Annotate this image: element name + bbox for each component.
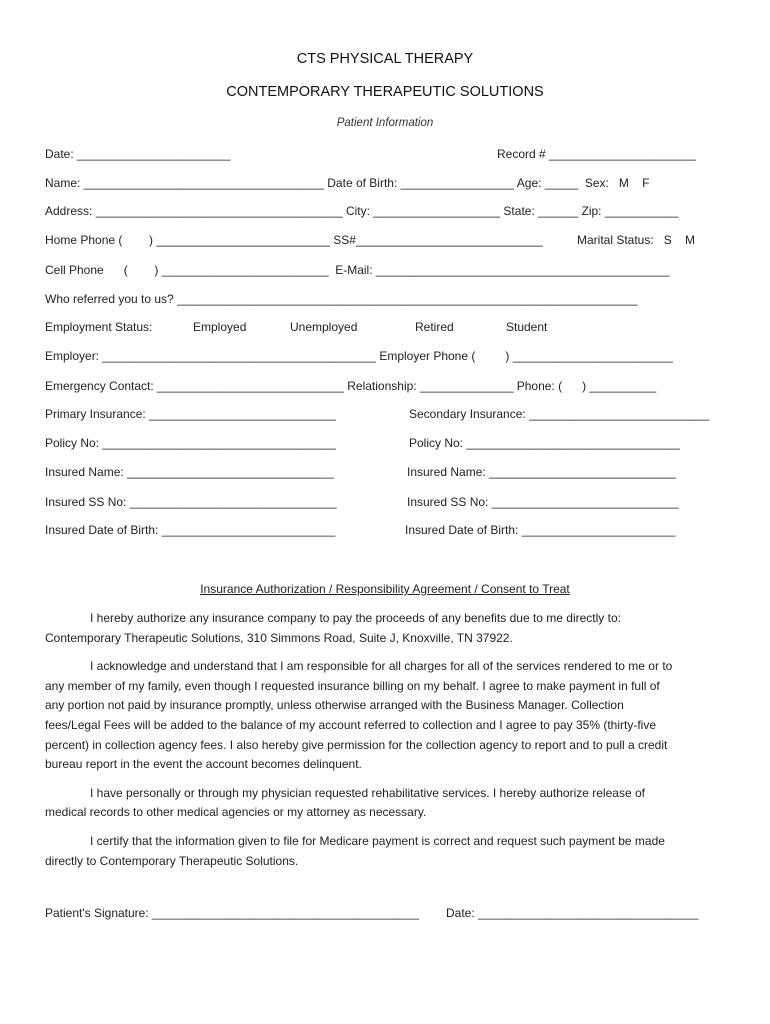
primary-policy-no-field[interactable]: Policy No: ___________________________________: [45, 436, 336, 450]
patient-signature-field[interactable]: Patient's Signature: ________________________________________: [45, 906, 419, 920]
employment-option-employed[interactable]: Employed: [193, 320, 247, 334]
record-number-field[interactable]: Record # ______________________: [497, 147, 696, 161]
secondary-insured-ss-field[interactable]: Insured SS No: ____________________________: [407, 495, 679, 509]
secondary-insurance-field[interactable]: Secondary Insurance: ___________________________: [409, 407, 710, 421]
responsibility-paragraph: I acknowledge and understand that I am responsible for all charges for all of the services rendered to me or to any member of my family, even though I requested insurance billing on my behalf. I agree to make payment in full of any portion not paid by insurance promptly, unless otherwise arranged with the Business Manager. Collection fees/Legal Fees will be added to the balance of my account referred to collection and I agree to pay 35% (thirty-five percent) in collection agency fees. I also hereby give permission for the collection agency to report and to pull a credit bureau report in the event the account becomes delinquent.: [45, 659, 673, 772]
employer-row[interactable]: Employer: _________________________________________ Employer Phone ( ) ________________________: [45, 349, 673, 363]
secondary-policy-no-field[interactable]: Policy No: ________________________________: [409, 436, 680, 450]
primary-insured-name-field[interactable]: Insured Name: _______________________________: [45, 465, 334, 479]
primary-insured-dob-field[interactable]: Insured Date of Birth: __________________________: [45, 523, 336, 537]
form-title: CTS PHYSICAL THERAPY: [296, 51, 474, 67]
employment-option-retired[interactable]: Retired: [415, 320, 454, 334]
section-label: Patient Information: [336, 117, 434, 129]
form-subtitle: CONTEMPORARY THERAPEUTIC SOLUTIONS: [226, 84, 544, 100]
secondary-insured-name-field[interactable]: Insured Name: ____________________________: [407, 465, 676, 479]
name-dob-age-sex-row[interactable]: Name: ____________________________________ Date of Birth: _________________ Age: _____ Sex: M F: [45, 176, 650, 190]
address-row[interactable]: Address: _____________________________________ City: ___________________ State: ______ Zip: ___________: [45, 204, 679, 218]
marital-status-field[interactable]: Marital Status: S M: [577, 233, 696, 247]
secondary-insured-dob-field[interactable]: Insured Date of Birth: _______________________: [405, 523, 676, 537]
employment-option-student[interactable]: Student: [506, 320, 548, 334]
home-phone-ssn-row[interactable]: Home Phone ( ) __________________________ SS#____________________________: [45, 233, 543, 247]
emergency-contact-row[interactable]: Emergency Contact: ____________________________ Relationship: ______________ Phone: ( ) __________: [45, 379, 657, 393]
cell-phone-email-row[interactable]: Cell Phone ( ) _________________________ E-Mail: ____________________________________________: [45, 263, 670, 277]
agreement-heading: Insurance Authorization / Responsibility Agreement / Consent to Treat: [200, 582, 570, 596]
employment-status-label: Employment Status:: [45, 320, 153, 334]
medicare-paragraph: I certify that the information given to file for Medicare payment is correct and request such payment be made directly to Contemporary Therapeutic Solutions.: [45, 833, 665, 868]
date-field[interactable]: Date: _______________________: [45, 147, 231, 161]
agreement-text: [45, 609, 717, 871]
primary-insurance-field[interactable]: Primary Insurance: ____________________________: [45, 407, 336, 421]
referred-by-field[interactable]: Who referred you to us? _____________________________________________________________________: [45, 292, 638, 306]
signature-date-field[interactable]: Date: _________________________________: [446, 906, 699, 920]
release-paragraph: I have personally or through my physician requested rehabilitative services. I hereby authorize release of medical records to other medical agencies or my attorney as necessary.: [45, 785, 645, 820]
employment-option-unemployed[interactable]: Unemployed: [290, 320, 358, 334]
primary-insured-ss-field[interactable]: Insured SS No: _______________________________: [45, 495, 337, 509]
authorization-paragraph: I hereby authorize any insurance company to pay the proceeds of any benefits due to me directly to: Contemporary Therapeutic Solutions, 310 Simmons Road, Suite J, Knoxville, TN 37922.: [45, 611, 621, 645]
